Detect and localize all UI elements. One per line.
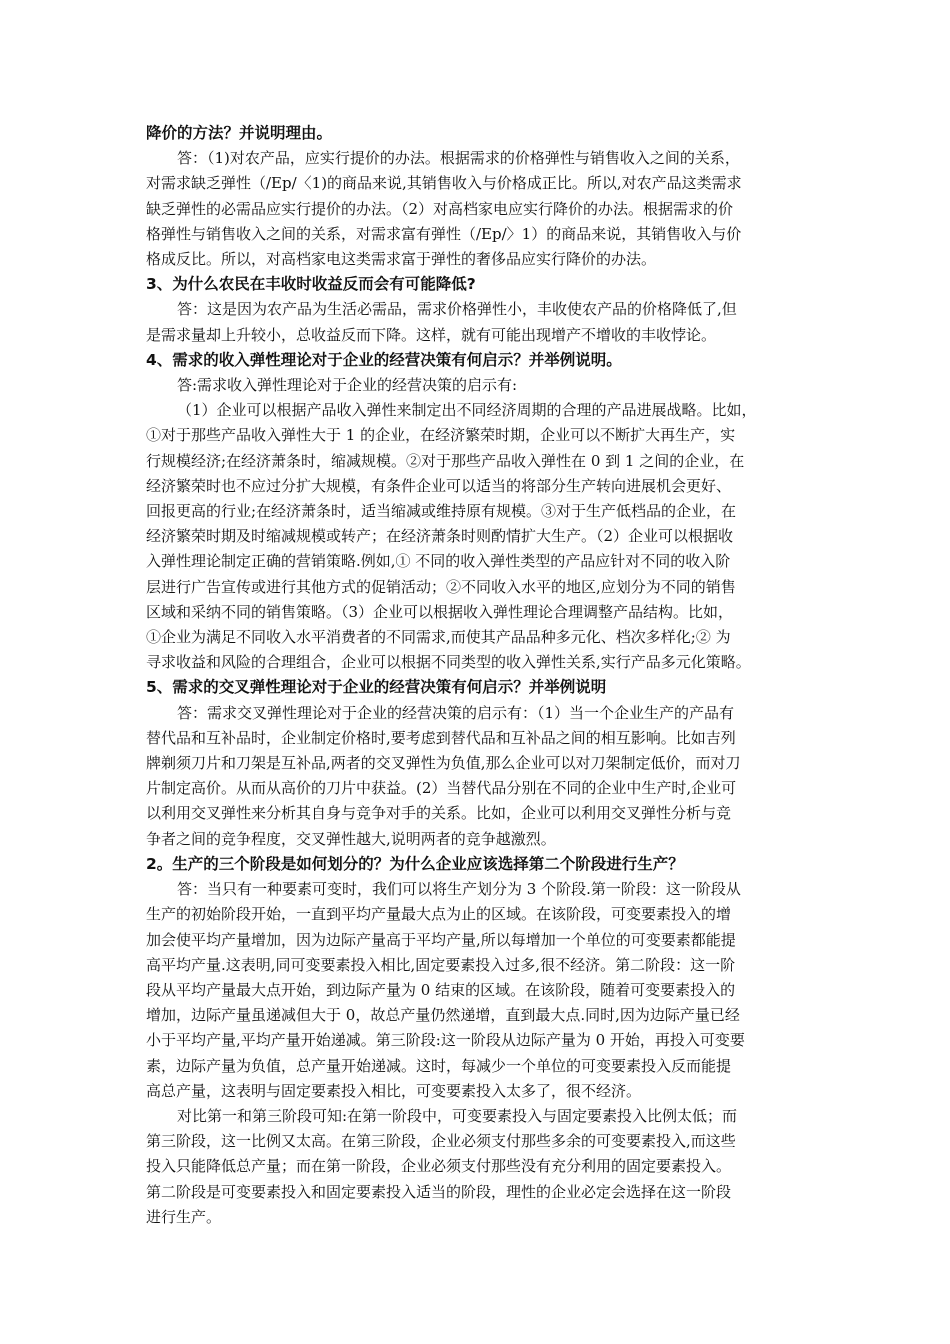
paragraph-line: 素，边际产量为负值，总产量开始递减。这时，每减少一个单位的可变要素投入反而能提: [146, 1056, 732, 1075]
paragraph-line: 第三阶段，这一比例又太高。在第三阶段，企业必须支付那些多余的可变要素投入,而这些: [146, 1132, 736, 1151]
section-heading: 3、为什么农民在丰收时收益反而会有可能降低?: [146, 275, 476, 294]
paragraph-first-line: 答:需求收入弹性理论对于企业的经营决策的启示有:: [177, 376, 518, 395]
paragraph-first-line: 答：这是因为农产品为生活必需品，需求价格弹性小，丰收使农产品的价格降低了,但: [177, 300, 737, 319]
paragraph-line: 增加，边际产量虽递减但大于 0，故总产量仍然递增，直到最大点.同时,因为边际产量已经: [146, 1006, 740, 1025]
paragraph-line: 片制定高价。从而从高价的刀片中获益。(2）当替代品分别在不同的企业中生产时,企业可: [146, 779, 737, 798]
paragraph-line: 段从平均产量最大点开始，到边际产量为 0 结束的区域。在该阶段，随着可变要素投入的: [146, 980, 736, 999]
paragraph-line: 争者之间的竞争程度，交叉弹性越大,说明两者的竞争越激烈。: [146, 829, 556, 848]
section-heading: 4、需求的收入弹性理论对于企业的经营决策有何启示？并举例说明。: [146, 350, 622, 369]
paragraph-line: 区域和采纳不同的销售策略。（3）企业可以根据收入弹性理论合理调整产品结构。比如，: [146, 602, 734, 621]
paragraph-first-line: 答：需求交叉弹性理论对于企业的经营决策的启示有：（1）当一个企业生产的产品有: [177, 703, 735, 722]
paragraph-first-line: 对比第一和第三阶段可知:在第一阶段中，可变要素投入与固定要素投入比例太低；而: [177, 1106, 738, 1125]
paragraph-line: 层进行广告宣传或进行其他方式的促销活动；②不同收入水平的地区,应划分为不同的销售: [146, 577, 736, 596]
paragraph-first-line: 答：（1)对农产品，应实行提价的办法。根据需求的价格弹性与销售收入之间的关系，: [177, 149, 740, 168]
paragraph-line: 牌剃须刀片和刀架是互补品,两者的交叉弹性为负值,那么企业可以对刀架制定低价，而对刀: [146, 754, 741, 773]
paragraph-line: 高总产量，这表明与固定要素投入相比，可变要素投入太多了，很不经济。: [146, 1081, 642, 1100]
paragraph-line: 加会使平均产量增加，因为边际产量高于平均产量,所以每增加一个单位的可变要素都能提: [146, 930, 736, 949]
paragraph-line: 是需求量却上升较小，总收益反而下降。这样，就有可能出现增产不增收的丰收悖论。: [146, 325, 717, 344]
paragraph-line: 进行生产。: [146, 1207, 222, 1226]
paragraph-line: 高平均产量.这表明,同可变要素投入相比,固定要素投入过多,很不经济。第二阶段：这一阶: [146, 955, 736, 974]
paragraph-line: 替代品和互补品时，企业制定价格时,要考虑到替代品和互补品之间的相互影响。比如吉列: [146, 728, 736, 747]
paragraph-line: 回报更高的行业;在经济萧条时，适当缩减或维持原有规模。③对于生产低档品的企业，在: [146, 502, 737, 521]
paragraph-line: 缺乏弹性的必需品应实行提价的办法。（2）对高档家电应实行降价的办法。根据需求的价: [146, 199, 734, 218]
paragraph-line: 以利用交叉弹性来分析其自身与竞争对手的关系。比如，企业可以利用交叉弹性分析与竞: [146, 804, 732, 823]
paragraph-line: 经济繁荣时也不应过分扩大规模，有条件企业可以适当的将部分生产转向进展机会更好、: [146, 476, 732, 495]
paragraph-line: 入弹性理论制定正确的营销策略.例如,① 不同的收入弹性类型的产品应针对不同的收入阶: [146, 552, 731, 571]
section-heading: 降价的方法？并说明理由。: [146, 124, 333, 142]
paragraph-line: 格成反比。所以，对高档家电这类需求富于弹性的奢侈品应实行降价的办法。: [146, 250, 657, 269]
paragraph-line: ①企业为满足不同收入水平消费者的不同需求,而使其产品品种多元化、档次多样化;② 为: [146, 628, 731, 647]
section-heading: 2。生产的三个阶段是如何划分的？为什么企业应该选择第二个阶段进行生产？: [146, 854, 684, 873]
paragraph-first-line: （1）企业可以根据产品收入弹性来制定出不同经济周期的合理的产品进展战略。比如，: [177, 401, 757, 420]
paragraph-first-line: 答：当只有一种要素可变时，我们可以将生产划分为 3 个阶段.第一阶段：这一阶段从: [177, 880, 741, 899]
paragraph-line: 生产的初始阶段开始，一直到平均产量最大点为止的区域。在该阶段，可变要素投入的增: [146, 905, 732, 924]
paragraph-line: 经济繁荣时期及时缩减规模或转产；在经济萧条时则酌情扩大生产。（2）企业可以根据收: [146, 527, 734, 546]
paragraph-line: 小于平均产量,平均产量开始递减。第三阶段:这一阶段从边际产量为 0 开始，再投入可变要: [146, 1031, 745, 1050]
paragraph-line: 对需求缺乏弹性（/Ep/〈1)的商品来说,其销售收入与价格成正比。所以,对农产品这类需求: [146, 174, 742, 193]
document-page: [146, 121, 814, 1230]
paragraph-line: 寻求收益和风险的合理组合，企业可以根据不同类型的收入弹性关系,实行产品多元化策略。: [146, 653, 751, 672]
paragraph-line: ①对于那些产品收入弹性大于 1 的企业，在经济繁荣时期，企业可以不断扩大再生产，实: [146, 426, 736, 445]
paragraph-line: 投入只能降低总产量；而在第一阶段，企业必须支付那些没有充分利用的固定要素投入。: [146, 1157, 732, 1176]
paragraph-line: 第二阶段是可变要素投入和固定要素投入适当的阶段，理性的企业必定会选择在这一阶段: [146, 1182, 732, 1201]
paragraph-line: 格弹性与销售收入之间的关系，对需求富有弹性（/Ep/〉1）的商品来说，其销售收入与价: [146, 224, 742, 243]
paragraph-line: 行规模经济;在经济萧条时，缩减规模。②对于那些产品收入弹性在 0 到 1 之间的企业，在: [146, 451, 745, 470]
section-heading: 5、需求的交叉弹性理论对于企业的经营决策有何启示？并举例说明: [146, 678, 607, 697]
